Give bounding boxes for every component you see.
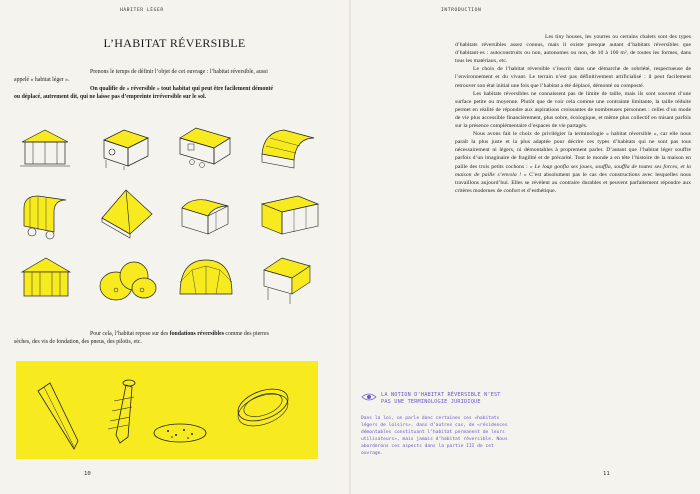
intro-p2: Le choix de l’habitat réversible s’inscrit dans une démarche de sobriété, respectueuse de l’environnement et du vivant. Le terrain n’est pas définitivement artificialisé : il peut facilement retrouver son état initial une fois que l’habitat a été déplacé, démonté ou composté.	[455, 66, 691, 89]
left-page	[0, 0, 349, 494]
intro-p4	[455, 130, 691, 195]
yurt-illustration	[16, 124, 74, 172]
foundations-illustration-panel	[16, 361, 318, 459]
foundations-pre: Pour cela, l’habitat repose sur des	[90, 331, 170, 337]
intro-text	[14, 68, 276, 102]
ground-screw-illustration	[108, 380, 135, 443]
three-pigs-quote: « Le loup gonfla ses joues, souffla, souffla de toutes ses forces, et la maison de paille s’envola ! »	[455, 163, 691, 178]
tiny-house-illustration	[172, 124, 238, 172]
intro-p3: Les habitats réversibles ne connaissent pas de limite de taille, mais ils sont souvent d’une surface petite ou moyenne. Plutôt que de voir cela comme une contrainte limitante, la taille réduite permet en réalité de répondre aux aspirations croissantes de nombreuses personnes : celles d’un mode de vie plus accessible financièrement, plus sobre, écologique, et même plus collectif en misant parfois sur la présence complémentaire d’espaces de vie partagés.	[455, 90, 691, 130]
foundations-bold: fondations réversibles	[169, 331, 224, 337]
running-head-right: INTRODUCTION	[441, 8, 482, 13]
tyres-illustration	[234, 383, 292, 432]
intro-p1: Les tiny houses, les yourtes ou certains chalets sont des types d’habitats réversibles assez connus, mais il existe presque autant d’habitats réversibles que d’habitant·es : autoconstruits ou non, autonomes ou non, de 10 à 100 m², de toutes les formes, dans tous les matériaux, etc.	[455, 34, 691, 65]
round-yurt-illustration	[16, 252, 76, 306]
stilt-cabin-illustration	[254, 252, 320, 306]
eye-icon	[361, 392, 377, 402]
page-number-right: 11	[603, 471, 610, 477]
note-title: LA NOTION D’HABITAT RÉVERSIBLE N’EST PAS UNE TERMINOLOGIE JURIDIQUE	[381, 392, 501, 405]
intro-paragraph-1: Prenons le temps de définir l’objet de cet ouvrage : l’habitat réversible, aussi appelé « habitat léger ».	[14, 69, 268, 84]
geodesic-dome-illustration	[172, 252, 238, 306]
wooden-stake-illustration	[38, 383, 78, 449]
small-cabin-illustration	[94, 126, 154, 172]
foundations-text	[14, 330, 276, 347]
dome-cluster-illustration	[94, 254, 160, 306]
intro-p4a: Nous avons fait le choix de privilégier la terminologie « habitat réversible », car elle nous paraît la plus juste et la plus adaptée pour décrire ces types d’habitats qui ne sont pas tous nécessairement ni légers, ni démontables à proprement parler. D’autant que l’habitat léger souffre parfois d’un imaginaire de fragilité et de précarité. Tout le monde a en tête l’histoire de la maison en paille des trois petits cochons :	[455, 131, 691, 170]
right-page	[351, 0, 700, 494]
intro-p4b: C’est absolument pas le cas des constructions avec lesquelles nous travaillons aujourd’hui. Elles se révèlent au contraire durables et peuvent parfaitement répondre aux critères modernes de confort et d’esthétique.	[455, 171, 691, 194]
greenhouse-roof-illustration	[172, 190, 238, 242]
foundations-illustration	[16, 361, 318, 459]
modular-house-illustration	[254, 188, 324, 242]
page-title: L’HABITAT RÉVERSIBLE	[103, 36, 246, 50]
habitat-illustrations	[14, 124, 332, 310]
foundations-post: comme des pierres sèches, des vis de fondation, des pneus, des pilotis, etc.	[14, 331, 269, 346]
vaulted-cabin-illustration	[254, 124, 324, 172]
running-head-left: HABITER LÉGER	[120, 8, 164, 13]
dry-stones-illustration	[154, 424, 206, 442]
a-frame-illustration	[94, 184, 160, 242]
wagon-illustration	[16, 190, 76, 242]
note-body: Dans la loi, on parle donc certaines ces «habitats légers de loisirs», dans d’autres cas, de «résidences démontables constituant l’habitat permanent de leurs utilisateurs», mais jamais d’habitat réversible. Nous aborderons ces aspects dans la partie III de cet ouvrage.	[361, 416, 508, 456]
page-number-left: 10	[84, 471, 91, 477]
introduction-text	[455, 33, 691, 195]
intro-paragraph-2: On qualifie de « réversible » tout habitat qui peut être facilement démonté ou déplacé, autrement dit, qui ne laisse pas d’empreinte irréversible sur le sol.	[14, 85, 274, 101]
